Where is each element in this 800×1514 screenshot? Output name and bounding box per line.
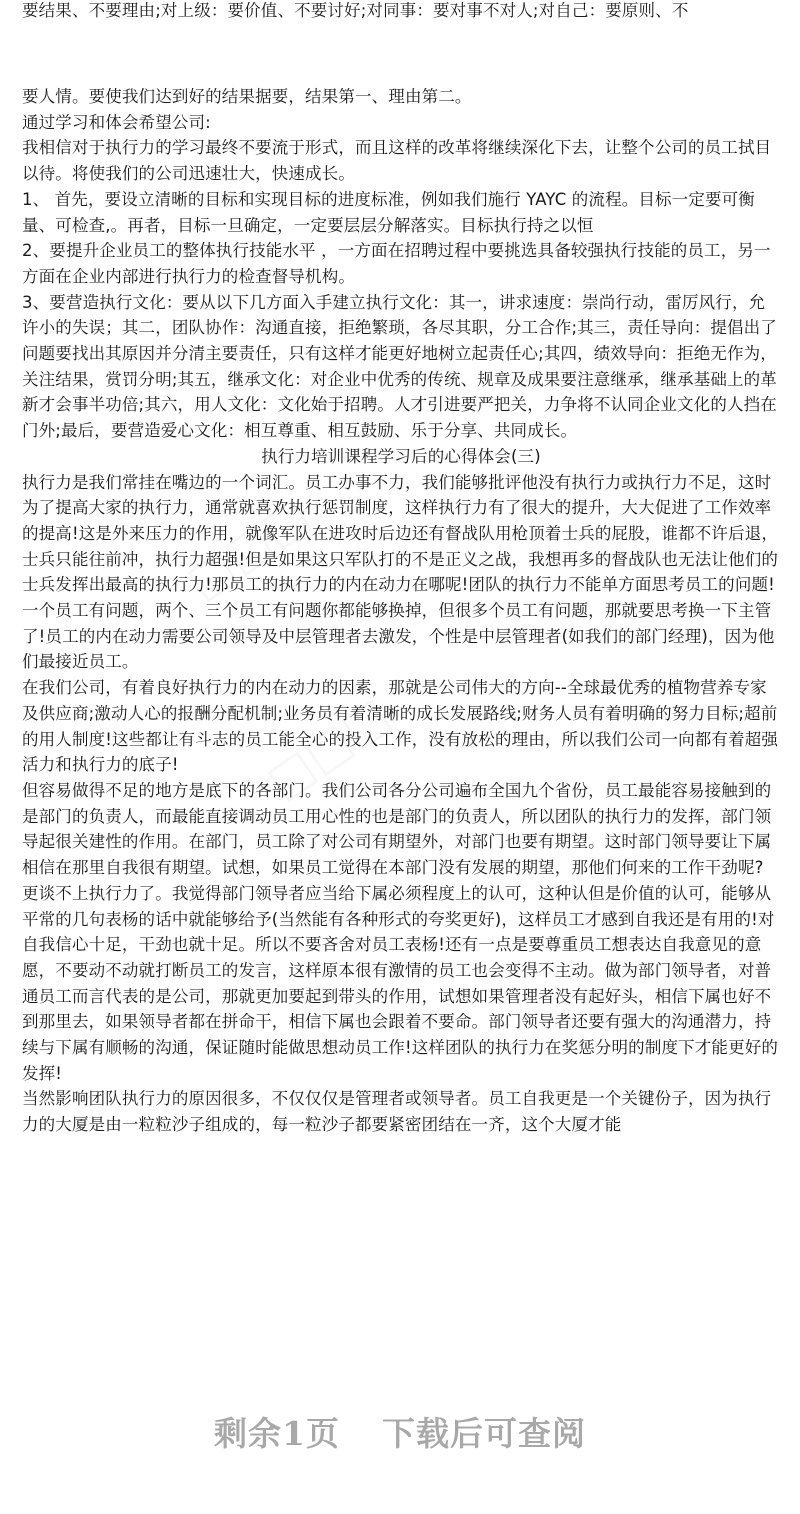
download-prompt[interactable] [0, 1408, 800, 1455]
document-body [22, 84, 780, 1138]
paragraph: 1、 首先，要设立清晰的目标和实现目标的进度标准，例如我们施行 YAYC 的流程。目标一定要可衡量、可检查,。再者，目标一旦确定，一定要层层分解落实。目标执行持之以恒 [22, 189, 755, 235]
paragraph: 2、要提升企业员工的整体执行技能水平 ，一方面在招聘过程中要挑选具备较强执行技能的员工，另一方面在企业内部进行执行力的检查督导机构。 [22, 241, 771, 286]
section-title: 执行力培训课程学习后的心得体会(三) [261, 446, 541, 466]
paragraph: 执行力是我们常挂在嘴边的一个词汇。员工办事不力，我们能够批评他没有执行力或执行力不足，这时为了提高大家的执行力，通常就喜欢执行惩罚制度，这样执行力有了很大的提升，大大促进了工作效率的提高!这是外来压力的作用，就像军队在进攻时后边还有督战队用枪顶着士兵的屁股，谁都不许后退，士兵只能往前冲，执行力超强!但是如果这只军队打的不是正义之战，我想再多的督战队也无法让他们的士兵发挥出最高的执行力!那员工的执行力的内在动力在哪呢!团队的执行力不能单方面思考员工的问题!一个员工有问题，两个、三个员工有问题你都能够换掉，但很多个员工有问题，那就要思考换一下主管了!员工的内在动力需要公司领导及中层管理者去激发，个性是中层管理者(如我们的部门经理)，因为他们最接近员工。 [22, 472, 779, 672]
paragraph: 但容易做得不足的地方是底下的各部门。我们公司各分公司遍布全国九个省份，员工最能容易接触到的是部门的负责人，而最能直接调动员工用心性的也是部门的负责人，所以团队的执行力的发挥，部门领导起很关建性的作用。在部门，员工除了对公司有期望外，对部门也要有期望。这时部门领导要让下属相信在那里自我很有期望。试想，如果员工觉得在本部门没有发展的期望，那他们何来的工作干劲呢?更谈不上执行力了。我觉得部门领导者应当给下属必须程度上的认可，这种认但是价值的认可，能够从平常的几句表杨的话中就能够给予(当然能有各种形式的夸奖更好)，这样员工才感到自我还是有用的!对自我信心十足，干劲也就十足。所以不要吝舍对员工表杨!还有一点是要尊重员工想表达自我意见的意愿，不要动不动就打断员工的发言，这样原本很有激情的员工也会变得不主动。做为部门领导者，对普通员工而言代表的是公司，那就更加要起到带头的作用，试想如果管理者没有起好头，相信下属也好不到那里去，如果领导者都在拼命干，相信下属也会跟着不要命。部门领导者还要有强大的沟通潜力，持续与下属有顺畅的沟通，保证随时能做思想动员工作!这样团队的执行力在奖惩分明的制度下才能更好的发挥! [22, 780, 779, 1083]
remaining-pages-label: 剩余1页 [214, 1414, 340, 1453]
download-hint-label: 下载后可查阅 [381, 1414, 586, 1453]
paragraph: 我相信对于执行力的学习最终不要流于形式，而且这样的改革将继续深化下去，让整个公司的员工拭目以待。将使我们的公司迅速壮大，快速成长。 [22, 138, 772, 184]
paragraph: 通过学习和体会希望公司: [22, 112, 211, 132]
paragraph: 当然影响团队执行力的原因很多，不仅仅仅是管理者或领导者。员工自我更是一个关键份子，因为执行力的大厦是由一粒粒沙子组成的，每一粒沙子都要紧密团结在一齐，这个大厦才能 [22, 1089, 772, 1135]
paragraph: 在我们公司，有着良好执行力的内在动力的因素，那就是公司伟大的方向--全球最优秀的植物营养专家及供应商;激动人心的报酬分配机制;业务员有着清晰的成长发展路线;财务人员有着明确的努力目标;超前的用人制度!这些都让有斗志的员工能全心的投入工作，没有放松的理由，所以我们公司一向都有着超强活力和执行力的底子! [22, 678, 779, 775]
document-top-line [22, 0, 780, 24]
top-line-text: 要结果、不要理由;对上级：要价值、不要讨好;对同事：要对事不对人;对自己：要原则、不 [22, 1, 689, 20]
paragraph: 要人情。要使我们达到好的结果据要，结果第一、理由第二。 [22, 87, 472, 106]
paragraph: 3、要营造执行文化：要从以下几方面入手建立执行文化：其一，讲求速度：崇尚行动，雷厉风行，允许小的失误；其二，团队协作：沟通直接，拒绝繁琐，各尽其职，分工合作;其三，责任导向：提倡出了问题要找出其原因并分清主要责任，只有这样才能更好地树立起责任心;其四，绩效导向：拒绝无作为，关注结果，赏罚分明;其五，继承文化：对企业中优秀的传统、规章及成果要注意继承，继承基础上的革新才会事半功倍;其六，用人文化：文化始于招聘。人才引进要严把关，力争将不认同企业文化的人挡在门外;最后，要营造爱心文化：相互尊重、相互鼓励、乐于分享、共同成长。 [22, 292, 777, 441]
